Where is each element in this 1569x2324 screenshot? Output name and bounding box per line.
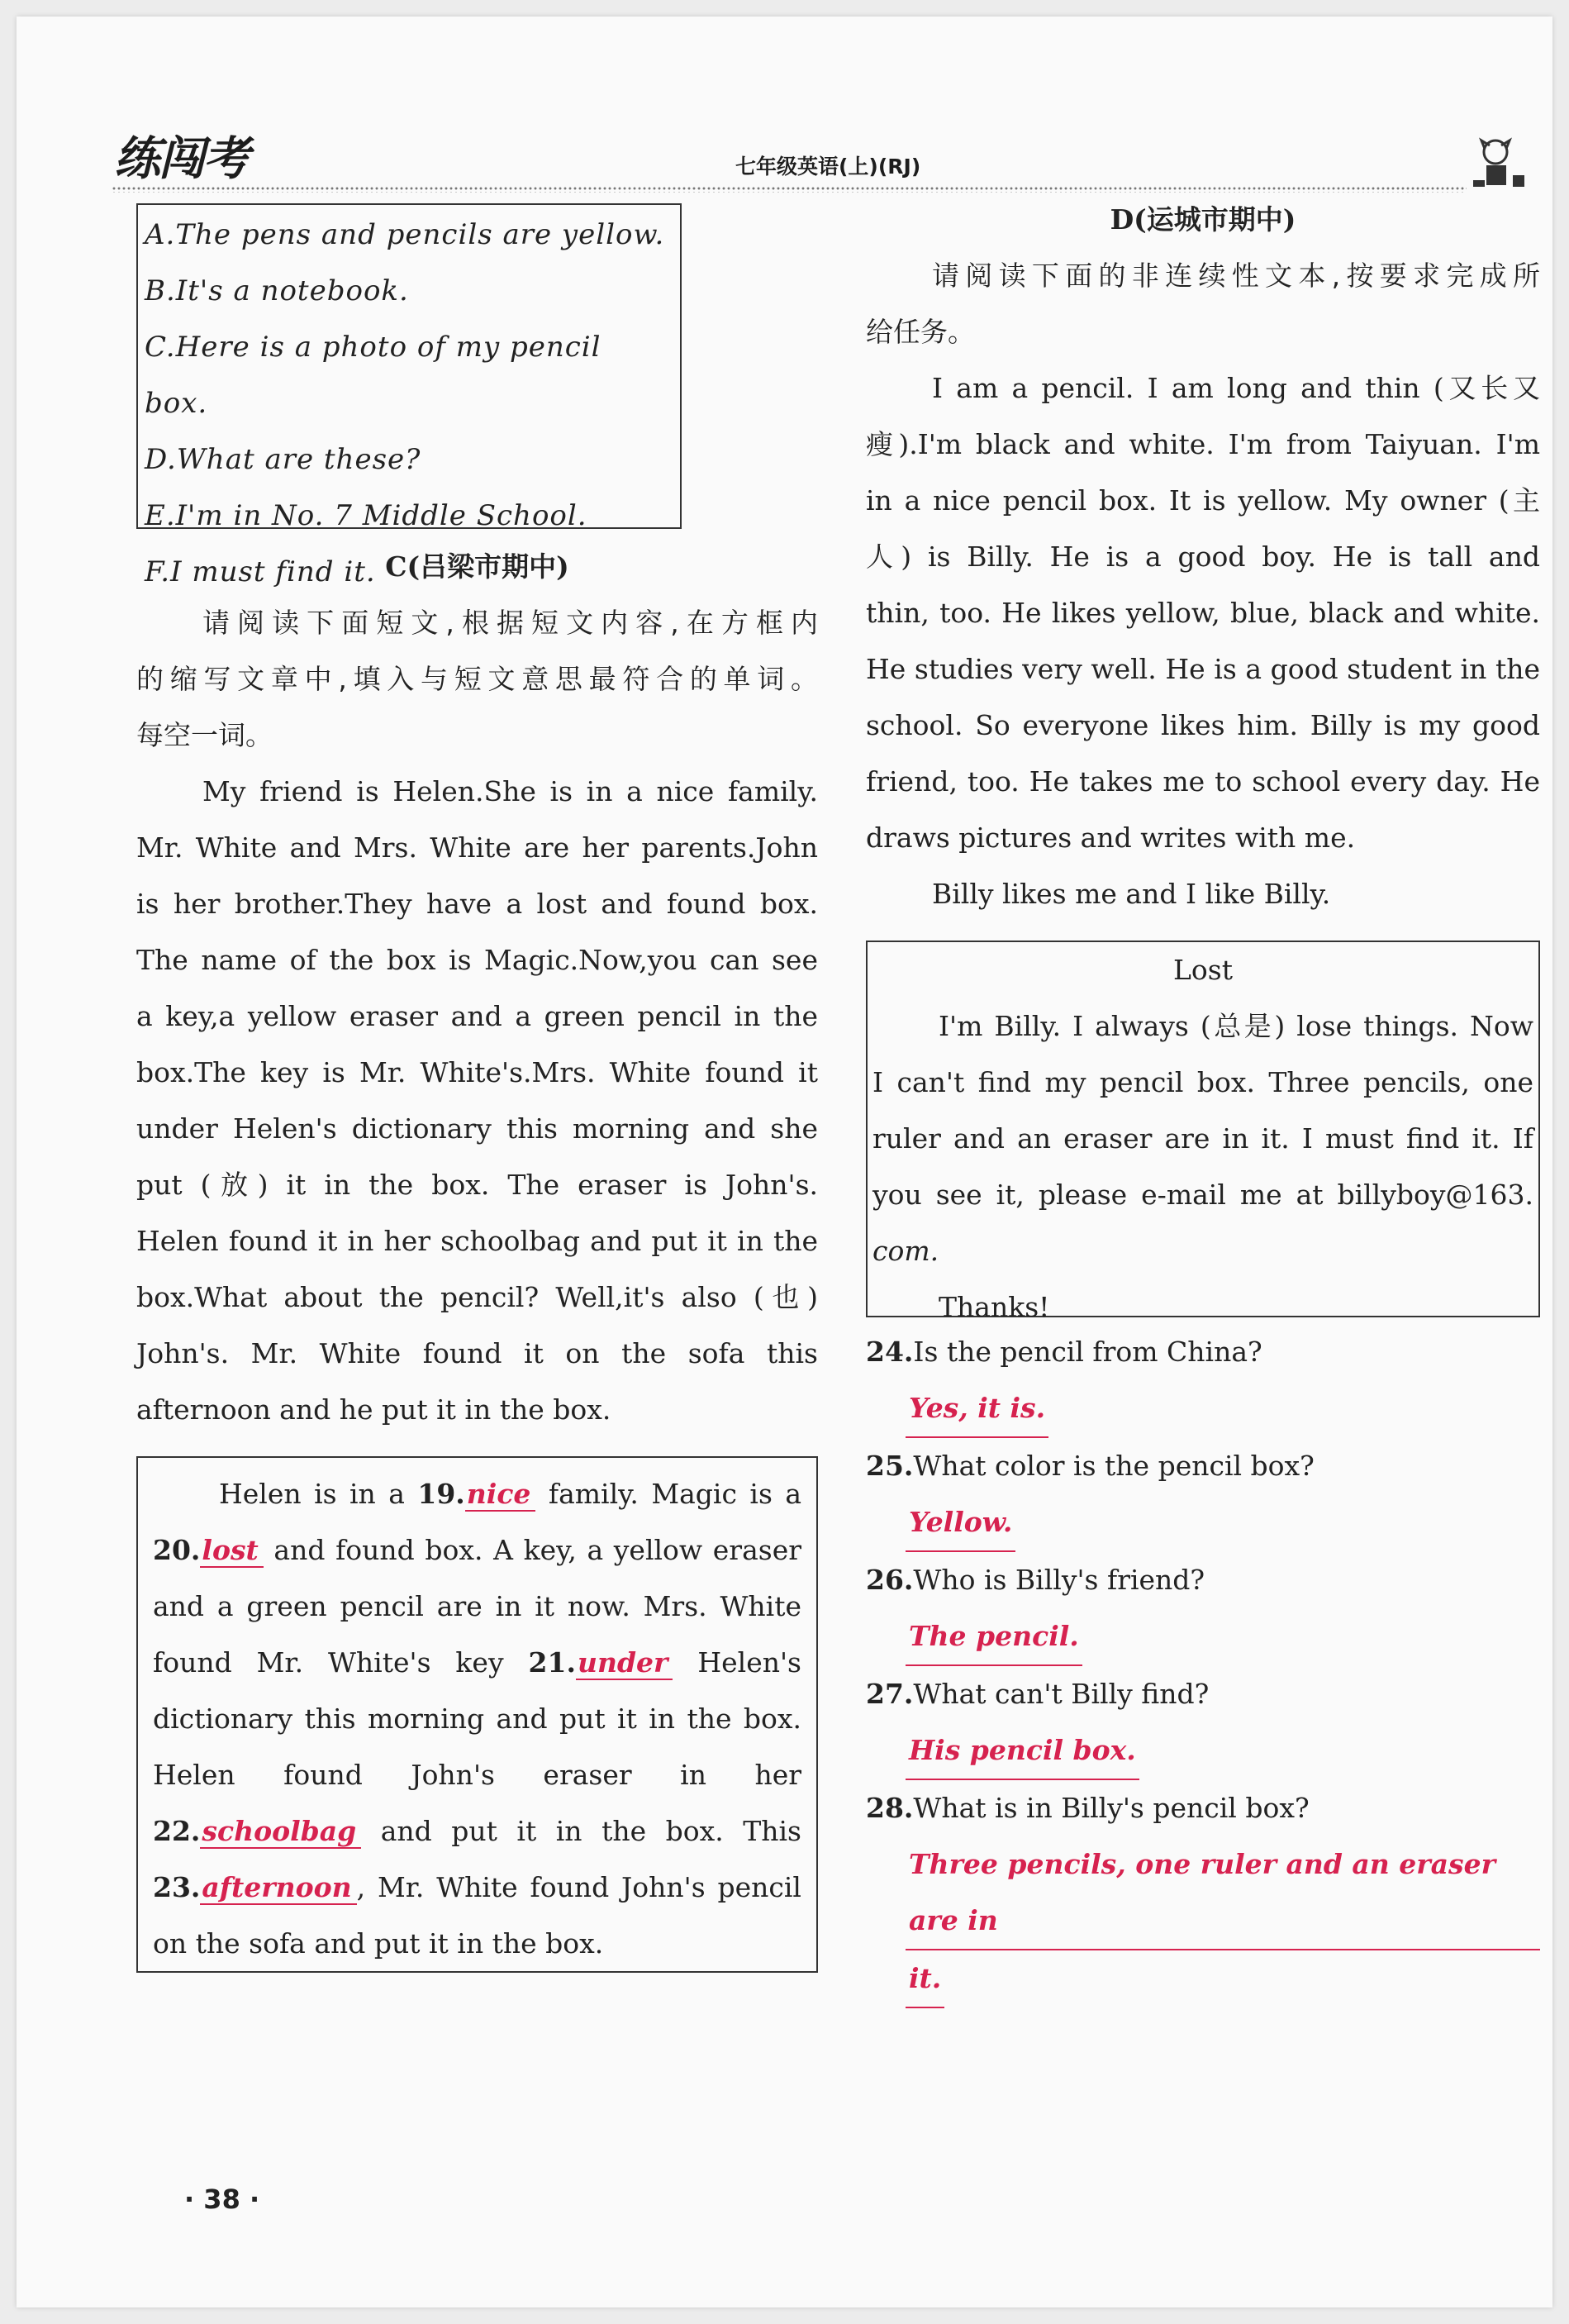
answer-27: His pencil box. [906,1722,1139,1780]
question-text: Is the pencil from China? [913,1336,1262,1368]
question-26 [866,1552,1540,1608]
question-text: What is in Billy's pencil box? [913,1792,1310,1824]
section-c-title: C(吕梁市期中) [385,550,569,583]
summary-text: dictionary this morning and put it in the box. [153,1703,801,1735]
passage-line: My friend is Helen.She is in a nice family. [202,775,818,807]
instruction-line: 给任务。 [866,316,975,348]
question-number: 28. [866,1792,914,1824]
closing-line: Billy likes me and I like Billy. [932,878,1331,910]
passage-line: He studies very well. He is a good student in the [866,653,1540,685]
answer-26: The pencil. [906,1608,1082,1666]
question-27 [866,1666,1540,1722]
passage-line: is her brother.They have a lost and found box. [136,888,818,920]
page-number: · 38 · [184,2184,260,2215]
answer-25: Yellow. [906,1494,1015,1552]
passage-line: put (放) it in the box. The eraser is John's. [136,1169,818,1201]
passage-line: in a nice pencil box. It is yellow. My owner (主 [866,484,1540,517]
passage-line: school. So everyone likes him. Billy is my good [866,709,1540,741]
summary-text: on the sofa and put it in the box. [153,1927,604,1960]
question-number: 25. [866,1450,914,1482]
summary-box [136,1456,818,1973]
passage-line: box.What about the pencil? Well,it's also (也) [136,1281,818,1313]
question-number: 27. [866,1678,914,1710]
question-28 [866,1780,1540,1836]
instruction-line: 每空一词。 [136,719,273,751]
passage-line: The name of the box is Magic.Now,you can see [136,944,818,976]
question-text: What can't Billy find? [913,1678,1210,1710]
summary-text: found Mr. White's key [153,1646,529,1679]
answer-19: nice [465,1478,536,1512]
question-text: What color is the pencil box? [913,1450,1315,1482]
blank-number: 21. [528,1646,576,1679]
section-d [866,192,1540,922]
header-title: 七年级英语(上)(RJ) [735,155,921,179]
passage-line: 人) is Billy. He is a good boy. He is tall and [866,541,1540,573]
passage-line: afternoon and he put it in the box. [136,1393,611,1426]
answer-22: schoolbag [200,1815,361,1849]
instruction-line: 的缩写文章中,填入与短文意思最符合的单词。 [136,663,818,695]
question-number: 26. [866,1564,914,1596]
notice-line: I'm Billy. I always (总是) lose things. Now [939,1010,1533,1042]
notice-line: ruler and an eraser are in it. I must find it. If [872,1122,1533,1155]
option-c: C.Here is a photo of my pencil box. [145,331,601,420]
answer-20: lost [200,1534,263,1568]
notice-line: you see it, please e-mail me at billyboy@163. [872,1179,1533,1211]
passage-line: draws pictures and writes with me. [866,821,1356,854]
option-a: A.The pens and pencils are yellow. [145,218,665,251]
summary-text: family. Magic is a [535,1478,801,1510]
blank-number: 20. [153,1534,201,1566]
summary-text: Helen found John's eraser in her [153,1759,801,1791]
answer-28: Three pencils, one ruler and an eraser are in [906,1836,1540,1950]
passage-line: under Helen's dictionary this morning and she [136,1112,818,1145]
option-d: D.What are these? [145,443,421,476]
passage-line: I am a pencil. I am long and thin (又长又 [932,372,1540,404]
question-number: 24. [866,1336,914,1368]
section-c [136,539,818,1438]
document-page [17,17,1552,2307]
lost-notice [866,941,1540,1323]
answer-23: afternoon [200,1871,356,1905]
questions [866,1324,1540,2008]
summary-text: and a green pencil are in it now. Mrs. White [153,1590,801,1622]
passage-line: thin, too. He likes yellow, blue, black and white. [866,597,1540,629]
passage-line: John's. Mr. White found it on the sofa this [136,1337,818,1369]
notice-title: Lost [1173,954,1233,986]
answer-28-cont: it. [906,1950,944,2008]
option-b: B.It's a notebook. [145,274,409,307]
question-text: Who is Billy's friend? [913,1564,1205,1596]
answer-24: Yes, it is. [906,1380,1048,1438]
notice-line: I can't find my pencil box. Three pencils, one [872,1066,1533,1098]
option-f: F.I must find it. [145,555,376,588]
passage-line: a key,a yellow eraser and a green pencil in the [136,1000,818,1032]
blank-number: 23. [153,1871,201,1903]
notice-thanks: Thanks! [939,1291,1050,1323]
blank-number: 19. [417,1478,465,1510]
section-d-title: D(运城市期中) [1110,203,1296,236]
question-24 [866,1324,1540,1380]
summary-text: Helen is in a [219,1478,418,1510]
summary-text: Helen's [673,1646,801,1679]
passage-line: 瘦).I'm black and white. I'm from Taiyuan. I'm [866,428,1540,460]
passage-line: box.The key is Mr. White's.Mrs. White found it [136,1056,818,1088]
summary-text: , Mr. White found John's pencil [356,1871,801,1903]
summary-text: and put it in the box. This [361,1815,801,1847]
instruction-line: 请阅读下面的非连续性文本,按要求完成所 [932,260,1540,292]
notice-line: com. [872,1235,939,1267]
brand-logo: 练闯考 [114,132,248,186]
option-e: E.I'm in No. 7 Middle School. [145,499,587,532]
question-25 [866,1438,1540,1494]
instruction-line: 请阅读下面短文,根据短文内容,在方框内 [202,607,818,639]
passage-line: Mr. White and Mrs. White are her parents.John [136,831,818,864]
answer-21: under [576,1646,673,1680]
passage-line: friend, too. He takes me to school every day. He [866,765,1540,798]
summary-text: and found box. A key, a yellow eraser [263,1534,801,1566]
blank-number: 22. [153,1815,201,1847]
mascot-icon [1467,134,1533,192]
passage-line: Helen found it in her schoolbag and put it in the [136,1225,818,1257]
